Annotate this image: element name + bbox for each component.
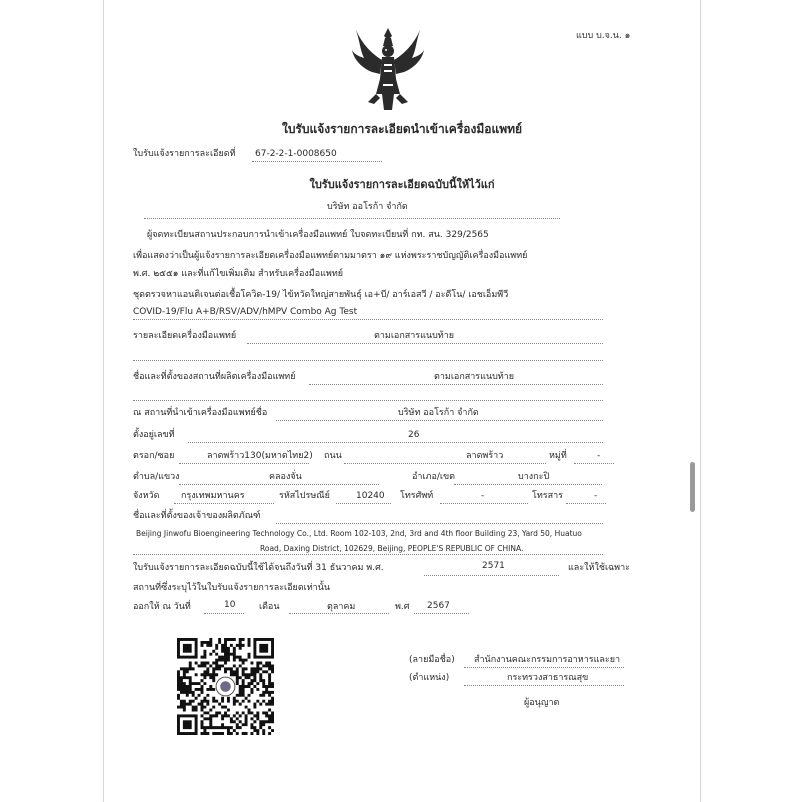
import-site-value: บริษัท ออโรก้า จำกัด	[398, 408, 479, 418]
province-label: จังหวัด	[133, 491, 160, 501]
postcode-label: รหัสไปรษณีย์	[279, 491, 330, 501]
document-subtitle: ใบรับแจ้งรายการละเอียดฉบับนี้ให้ไว้แก่	[309, 178, 495, 191]
postcode-value: 10240	[356, 491, 385, 501]
district-value: บางกะปิ	[518, 472, 550, 482]
company-name: บริษัท ออโรก้า จำกัด	[327, 202, 408, 212]
road-label: ถนน	[324, 451, 342, 461]
owner-label: ชื่อและที่ตั้งของเจ้าของผลิตภัณฑ์	[133, 511, 261, 521]
scope-line: สถานที่ซึ่งระบุไว้ในใบรับแจ้งรายการละเอียดเท่านั้น	[133, 583, 331, 593]
manufacturer-site-label: ชื่อและที่ตั้งของสถานที่ผลิตเครื่องมือแพทย์	[133, 372, 296, 382]
fax-label: โทรสาร	[532, 491, 563, 501]
valid-until-label: ใบรับแจ้งรายการละเอียดฉบับนี้ใช้ได้จนถึงวันที่ 31 ธันวาคม พ.ศ.	[133, 563, 384, 573]
issued-year: 2567	[427, 601, 450, 611]
district-label: อำเภอ/เขต	[412, 472, 455, 482]
fax-value: -	[594, 491, 598, 501]
position-label: (ตำแหน่ง)	[409, 673, 450, 683]
qr-code-icon	[177, 638, 274, 735]
purpose-line-2: พ.ศ. ๒๕๕๑ และที่แก้ไขเพิ่มเติม สำหรับเครื่องมือแพทย์	[133, 269, 344, 279]
form-code: แบบ บ.จ.น. ๑	[576, 31, 631, 41]
issued-day: 10	[224, 600, 236, 610]
moo-label: หมู่ที่	[549, 451, 567, 461]
issued-label: ออกให้ ณ วันที่	[133, 602, 191, 612]
subdistrict-value: คลองจั่น	[269, 472, 302, 482]
details-value: ตามเอกสารแนบท้าย	[374, 331, 455, 341]
purpose-line-1: เพื่อแสดงว่าเป็นผู้แจ้งรายการละเอียดเครื่องมือแพทย์ตามมาตรา ๑๙ แห่งพระราชบัญญัติเครื่องมือแพทย์	[133, 251, 528, 261]
device-name-en: COVID-19/Flu A+B/RSV/ADV/hMPV Combo Ag Test	[133, 307, 358, 317]
device-name-th: ชุดตรวจหาแอนติเจนต่อเชื้อโควิด-19/ ไข้หวัดใหญ่สายพันธุ์ เอ+บี/ อาร์เอสวี / อะดีโน/ เอชเอ็มพีวี	[133, 290, 509, 300]
garuda-emblem-icon	[348, 24, 428, 114]
owner-address-line-2: Road, Daxing District, 102629, Beijing, PEOPLE'S REPUBLIC OF CHINA.	[260, 544, 524, 553]
phone-label: โทรศัพท์	[400, 491, 434, 501]
phone-value: -	[481, 491, 485, 501]
licensor-label: ผู้อนุญาต	[524, 698, 560, 708]
signature-value: สำนักงานคณะกรรมการอาหารและยา	[474, 655, 621, 665]
issued-month: ตุลาคม	[327, 602, 356, 612]
owner-address-line-1: Beijing Jinwofu Bioengineering Technology Co., Ltd. Room 102-103, 2nd, 3rd and 4th floor Building 23, Yard 50, Huatuo	[136, 529, 582, 538]
notice-no-label: ใบรับแจ้งรายการละเอียดที่	[133, 149, 236, 159]
moo-value: -	[597, 451, 601, 461]
address-no-label: ตั้งอยู่เลขที่	[133, 430, 175, 440]
scrollbar-thumb[interactable]	[690, 462, 695, 512]
notice-no: 67-2-2-1-0008650	[255, 149, 337, 159]
year-label: พ.ศ	[395, 602, 410, 612]
valid-suffix: และให้ใช้เฉพาะ	[568, 563, 631, 573]
document-title: ใบรับแจ้งรายการละเอียดนำเข้าเครื่องมือแพทย์	[281, 122, 523, 136]
position-value: กระทรวงสาธารณสุข	[507, 673, 589, 683]
soi-value: ลาดพร้าว130(มหาดไทย2)	[207, 451, 313, 461]
manufacturer-site-value: ตามเอกสารแนบท้าย	[434, 372, 515, 382]
signature-label: (ลายมือชื่อ)	[409, 655, 455, 665]
document-page	[103, 0, 701, 802]
valid-year: 2571	[482, 561, 505, 571]
details-label: รายละเอียดเครื่องมือแพทย์	[133, 331, 237, 341]
soi-label: ตรอก/ซอย	[133, 451, 175, 461]
province-value: กรุงเทพมหานคร	[181, 491, 245, 501]
month-label: เดือน	[259, 602, 280, 612]
address-no: 26	[408, 430, 420, 440]
import-site-label: ณ สถานที่นำเข้าเครื่องมือแพทย์ชื่อ	[133, 408, 268, 418]
license-line: ผู้จดทะเบียนสถานประกอบการนำเข้าเครื่องมือแพทย์ ใบจดทะเบียนที่ กท. สน. 329/2565	[147, 230, 489, 240]
subdistrict-label: ตำบล/แขวง	[133, 472, 180, 482]
road-value: ลาดพร้าว	[466, 451, 504, 461]
